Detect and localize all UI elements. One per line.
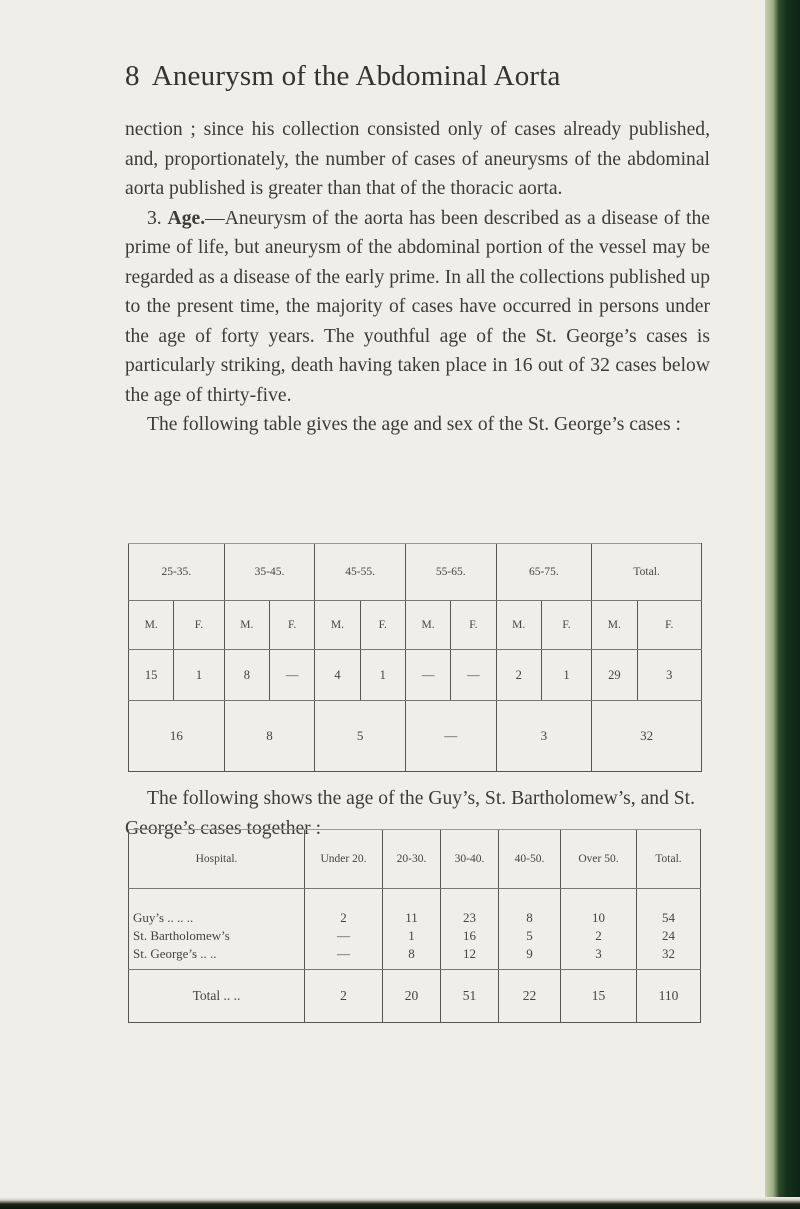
value: 32 (662, 946, 675, 961)
hospital-header-row (129, 830, 701, 889)
value-cell (637, 889, 701, 970)
paragraph-4: The following shows the age of the Guy’s, St. Bartholomew’s, and St. George’s cases together : (125, 788, 696, 839)
col-header: 55-65. (405, 544, 496, 601)
value-cell: 2 (496, 650, 541, 701)
section-heading: Age. (167, 207, 206, 229)
totals-row (129, 701, 702, 772)
total-cell: 2 (305, 970, 383, 1023)
value: 5 (526, 928, 533, 943)
value-cell (561, 889, 637, 970)
value: 11 (405, 910, 418, 925)
hospital-name: Guy’s .. .. .. (133, 910, 194, 925)
sex-cell: M. (315, 601, 360, 650)
total-cell: 22 (499, 970, 561, 1023)
value: 10 (592, 910, 605, 925)
total-cell: 15 (561, 970, 637, 1023)
total-cell: 20 (383, 970, 441, 1023)
value-cell: 8 (224, 650, 269, 701)
paragraph-2-text: —Aneurysm of the aorta has been described as a disease of the prime of life, but aneurysm of the abdominal portion of the vessel may be regarded as a disease of the early prime. In all the collections published up to the present time, the majority of cases have occurred in persons under the age of forty years. The youthful age of the St. George’s cases is particularly striking, death having taken place in 16 out of 32 cases below the age of thirty-five. (125, 207, 710, 406)
value-cell (383, 889, 441, 970)
value-cell: 29 (592, 650, 637, 701)
sex-cell: F. (174, 601, 224, 650)
value: 24 (662, 928, 675, 943)
chapter-title: Aneurysm of the Abdominal Aorta (151, 60, 561, 92)
value-cell (441, 889, 499, 970)
value-cell: 1 (541, 650, 591, 701)
value: 2 (595, 928, 602, 943)
paragraph-3: The following table gives the age and sex of the St. George’s cases : (147, 414, 681, 435)
sex-cell: M. (405, 601, 450, 650)
col-header: 65-75. (496, 544, 592, 601)
paragraph-1: nection ; since his collection consisted only of cases already published, and, proportionately, the number of cases of aneurysms of the abdominal aorta published is greater than that of the thoracic aorta. (125, 119, 710, 199)
value: 3 (595, 946, 602, 961)
hospital-name: St. Bartholomew’s (133, 928, 230, 943)
value: 12 (463, 946, 476, 961)
sex-row (129, 601, 702, 650)
total-cell: 3 (496, 701, 592, 772)
age-header-row (129, 544, 702, 601)
hospital-total-row (129, 970, 701, 1023)
value-cell: — (451, 650, 496, 701)
value-cell (499, 889, 561, 970)
section-number: 3. (147, 207, 162, 229)
value: 16 (463, 928, 476, 943)
hospital-age-table (128, 829, 701, 1023)
value-cell: 1 (174, 650, 224, 701)
running-head (125, 60, 561, 93)
total-cell: 5 (315, 701, 406, 772)
book-spine-edge (765, 0, 800, 1209)
sex-cell: F. (541, 601, 591, 650)
value: 8 (526, 910, 533, 925)
values-row (129, 650, 702, 701)
col-header: Total. (592, 544, 702, 601)
body-text (125, 115, 710, 440)
value: 54 (662, 910, 675, 925)
value: 1 (408, 928, 415, 943)
sex-cell: M. (496, 601, 541, 650)
hospital-rows (129, 889, 701, 970)
value: — (337, 946, 350, 961)
total-cell: 16 (129, 701, 225, 772)
col-header: 35-45. (224, 544, 315, 601)
value-cell: 1 (360, 650, 405, 701)
value: — (337, 928, 350, 943)
total-cell: 32 (592, 701, 702, 772)
col-header: 45-55. (315, 544, 406, 601)
sex-cell: M. (592, 601, 637, 650)
sex-cell: F. (451, 601, 496, 650)
col-header: Under 20. (305, 830, 383, 889)
value-cell: — (269, 650, 314, 701)
col-header: 40-50. (499, 830, 561, 889)
sex-cell: F. (360, 601, 405, 650)
total-cell: 110 (637, 970, 701, 1023)
sex-cell: M. (129, 601, 174, 650)
col-header: 30-40. (441, 830, 499, 889)
value: 8 (408, 946, 415, 961)
sex-cell: F. (637, 601, 702, 650)
total-cell: — (405, 701, 496, 772)
page-number: 8 (125, 60, 140, 92)
value: 2 (340, 910, 347, 925)
value-cell: — (405, 650, 450, 701)
col-header: Hospital. (129, 830, 305, 889)
total-cell: 8 (224, 701, 315, 772)
hospital-cell (129, 889, 305, 970)
value-cell: 4 (315, 650, 360, 701)
sex-cell: M. (224, 601, 269, 650)
value-cell: 15 (129, 650, 174, 701)
value-cell (305, 889, 383, 970)
value-cell: 3 (637, 650, 702, 701)
paragraph-2 (125, 204, 710, 411)
col-header: 25-35. (129, 544, 225, 601)
value: 23 (463, 910, 476, 925)
sex-cell: F. (269, 601, 314, 650)
col-header: Over 50. (561, 830, 637, 889)
total-label: Total .. .. (129, 970, 305, 1023)
col-header: Total. (637, 830, 701, 889)
hospital-name: St. George’s .. .. (133, 946, 217, 961)
col-header: 20-30. (383, 830, 441, 889)
page-bottom-edge (0, 1197, 800, 1209)
total-cell: 51 (441, 970, 499, 1023)
age-sex-table (128, 543, 702, 772)
value: 9 (526, 946, 533, 961)
